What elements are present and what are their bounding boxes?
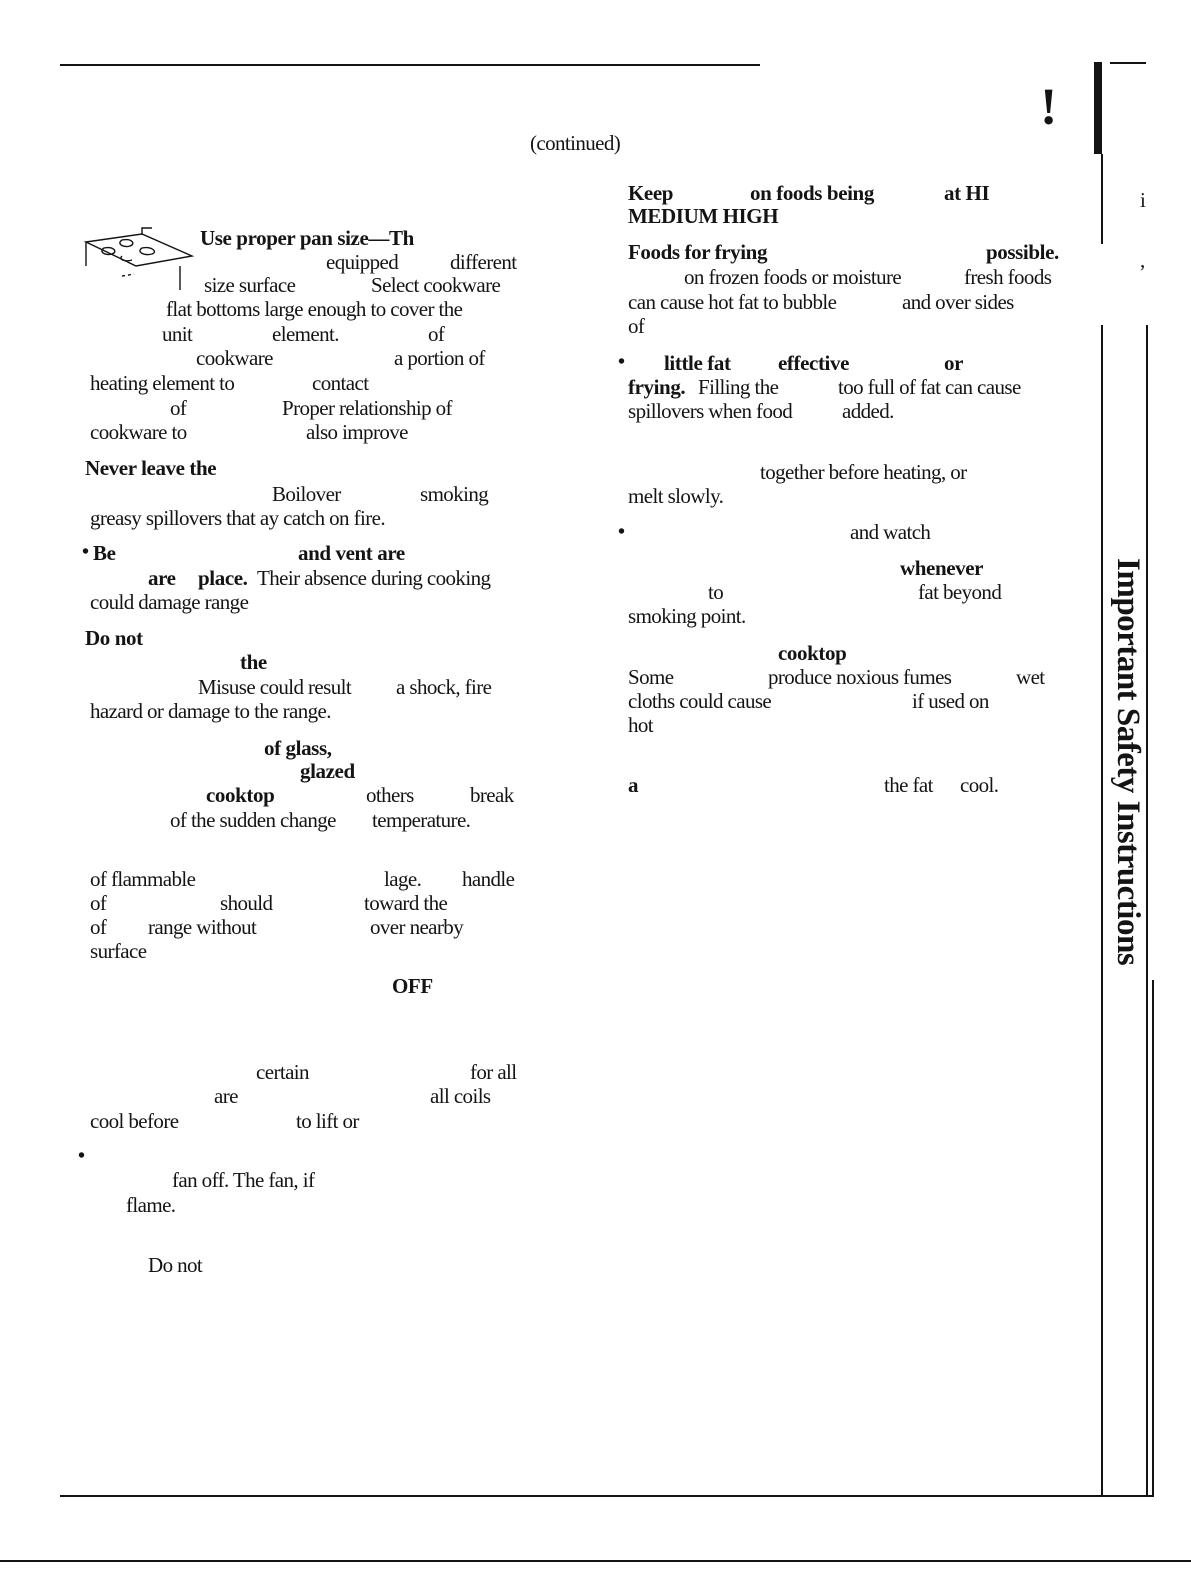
left-line-9b: also improve <box>306 420 408 444</box>
left-line-19: hazard or damage to the range. <box>90 699 331 723</box>
right-line-1c: at HI <box>944 181 990 205</box>
right-line-20a: a <box>628 773 639 797</box>
left-line-6b: a portion of <box>394 346 485 370</box>
left-line-5a: unit <box>162 322 193 346</box>
bullet: • <box>78 1145 86 1167</box>
bottom-rule <box>60 1495 1154 1497</box>
side-tab-title: Important Safety Instructions <box>1110 558 1146 966</box>
exclamation-mark: ! <box>1040 79 1058 136</box>
right-tab-bar <box>1094 62 1102 154</box>
left-line-26c: over nearby <box>370 915 464 939</box>
margin-mark-1: i <box>1140 188 1146 212</box>
right-line-11: melt slowly. <box>628 484 724 508</box>
right-line-17a: Some <box>628 665 674 689</box>
left-line-13a: Be <box>93 541 116 565</box>
right-line-8b: Filling the <box>698 375 779 399</box>
left-line-4: flat bottoms large enough to cover the <box>166 297 463 321</box>
left-line-9a: cookware to <box>90 420 187 444</box>
do-not-heading: Do not <box>85 626 143 650</box>
left-line-33: flame. <box>126 1193 176 1217</box>
right-line-19: hot <box>628 713 654 737</box>
right-line-5b: and over sides <box>902 290 1014 314</box>
right-line-7b: effective <box>778 351 849 375</box>
right-tab-line-2 <box>1101 325 1103 1497</box>
continued-label: (continued) <box>530 131 621 155</box>
left-line-31b: to lift or <box>296 1109 359 1133</box>
right-line-2: MEDIUM HIGH <box>628 204 779 228</box>
left-line-22b: others <box>366 783 414 807</box>
left-line-30b: all coils <box>430 1084 491 1108</box>
left-line-5c: of <box>428 322 445 346</box>
right-line-4b: fresh foods <box>964 265 1052 289</box>
left-line-22c: break <box>470 783 514 807</box>
never-leave-heading: Never leave the <box>85 456 217 480</box>
pan-size-heading: Use proper pan size—Th <box>200 226 414 250</box>
right-line-4a: on frozen foods or moisture <box>684 265 902 289</box>
bullet: • <box>82 541 90 563</box>
left-line-24a: of flammable <box>90 867 196 891</box>
left-line-17: the <box>240 650 267 674</box>
left-line-14a: are <box>148 566 176 590</box>
left-line-31a: cool before <box>90 1109 179 1133</box>
right-line-15: smoking point. <box>628 604 746 628</box>
range-cooktop-icon <box>82 226 194 294</box>
left-line-3b: Select cookware <box>371 273 501 297</box>
right-line-20b: the fat <box>884 773 933 797</box>
left-line-29a: certain <box>256 1060 309 1084</box>
top-rule <box>60 64 760 66</box>
left-line-13b: and vent are <box>298 541 405 565</box>
right-line-1b: on foods being <box>750 181 874 205</box>
right-line-8c: too full of fat can cause <box>838 375 1021 399</box>
left-line-25a: of <box>90 891 107 915</box>
left-line-21: glazed <box>300 759 355 783</box>
right-line-16: cooktop <box>778 641 847 665</box>
footer-rule <box>0 1560 1191 1562</box>
right-line-1a: Keep <box>628 181 674 205</box>
off-label: OFF <box>392 974 433 998</box>
left-line-7b: contact <box>312 371 369 395</box>
right-line-5a: can cause hot fat to bubble <box>628 290 837 314</box>
right-line-17b: produce noxious fumes <box>768 665 952 689</box>
right-line-18a: cloths could cause <box>628 689 772 713</box>
left-line-27: surface <box>90 939 147 963</box>
side-tab-border-2 <box>1152 980 1154 1495</box>
left-line-6a: cookware <box>196 346 273 370</box>
bullet: • <box>618 351 626 373</box>
right-line-17c: wet <box>1016 665 1045 689</box>
left-line-14b: place. <box>198 566 248 590</box>
left-line-30a: are <box>214 1084 238 1108</box>
left-line-26a: of <box>90 915 107 939</box>
left-line-25b: should <box>220 891 273 915</box>
left-line-11b: smoking <box>420 482 489 506</box>
left-line-32a: fan off. The fan, if <box>172 1168 315 1192</box>
left-line-18b: a shock, fire <box>396 675 492 699</box>
right-line-7a: little fat <box>664 351 731 375</box>
left-line-2a: equipped <box>326 250 399 274</box>
left-line-14c: Their absence during cooking <box>257 566 491 590</box>
left-line-24b: lage. <box>384 867 422 891</box>
right-tab-line <box>1101 154 1103 244</box>
left-line-25c: toward the <box>364 891 448 915</box>
right-line-6: of <box>628 314 645 338</box>
left-line-8a: of <box>170 396 187 420</box>
right-line-14b: fat beyond <box>918 580 1002 604</box>
right-line-7c: or <box>944 351 964 375</box>
right-line-8a: frying. <box>628 375 686 399</box>
left-line-15: could damage range <box>90 590 249 614</box>
bullet: • <box>618 521 626 543</box>
left-line-26b: range without <box>148 915 257 939</box>
left-line-18a: Misuse could result <box>198 675 352 699</box>
right-line-12: and watch <box>850 520 931 544</box>
left-line-34: Do not <box>148 1253 203 1277</box>
margin-mark-2: , <box>1140 248 1145 272</box>
left-line-12: greasy spillovers that ay catch on fire. <box>90 506 385 530</box>
side-tab <box>1110 558 1146 1018</box>
right-line-13: whenever <box>900 556 984 580</box>
right-line-3b: possible. <box>986 240 1059 264</box>
left-line-3a: size surface <box>204 273 296 297</box>
right-line-20c: cool. <box>960 773 999 797</box>
left-line-29b: for all <box>470 1060 517 1084</box>
side-tab-border <box>1146 325 1148 1497</box>
left-line-23a: of the sudden change <box>170 808 336 832</box>
right-line-10: together before heating, or <box>760 460 967 484</box>
right-line-3a: Foods for frying <box>628 240 768 264</box>
left-line-2b: different <box>450 250 517 274</box>
left-line-11a: Boilover <box>272 482 341 506</box>
right-line-18b: if used on <box>912 689 989 713</box>
left-line-24c: handle <box>462 867 515 891</box>
left-line-22a: cooktop <box>206 783 275 807</box>
left-line-7a: heating element to <box>90 371 235 395</box>
left-line-20: of glass, <box>264 736 332 760</box>
right-line-9a: spillovers when food <box>628 399 793 423</box>
left-line-8b: Proper relationship of <box>282 396 452 420</box>
top-right-tick <box>1110 62 1146 64</box>
right-line-14a: to <box>708 580 724 604</box>
left-line-23b: temperature. <box>372 808 471 832</box>
right-line-9b: added. <box>842 399 894 423</box>
left-line-5b: element. <box>272 322 339 346</box>
